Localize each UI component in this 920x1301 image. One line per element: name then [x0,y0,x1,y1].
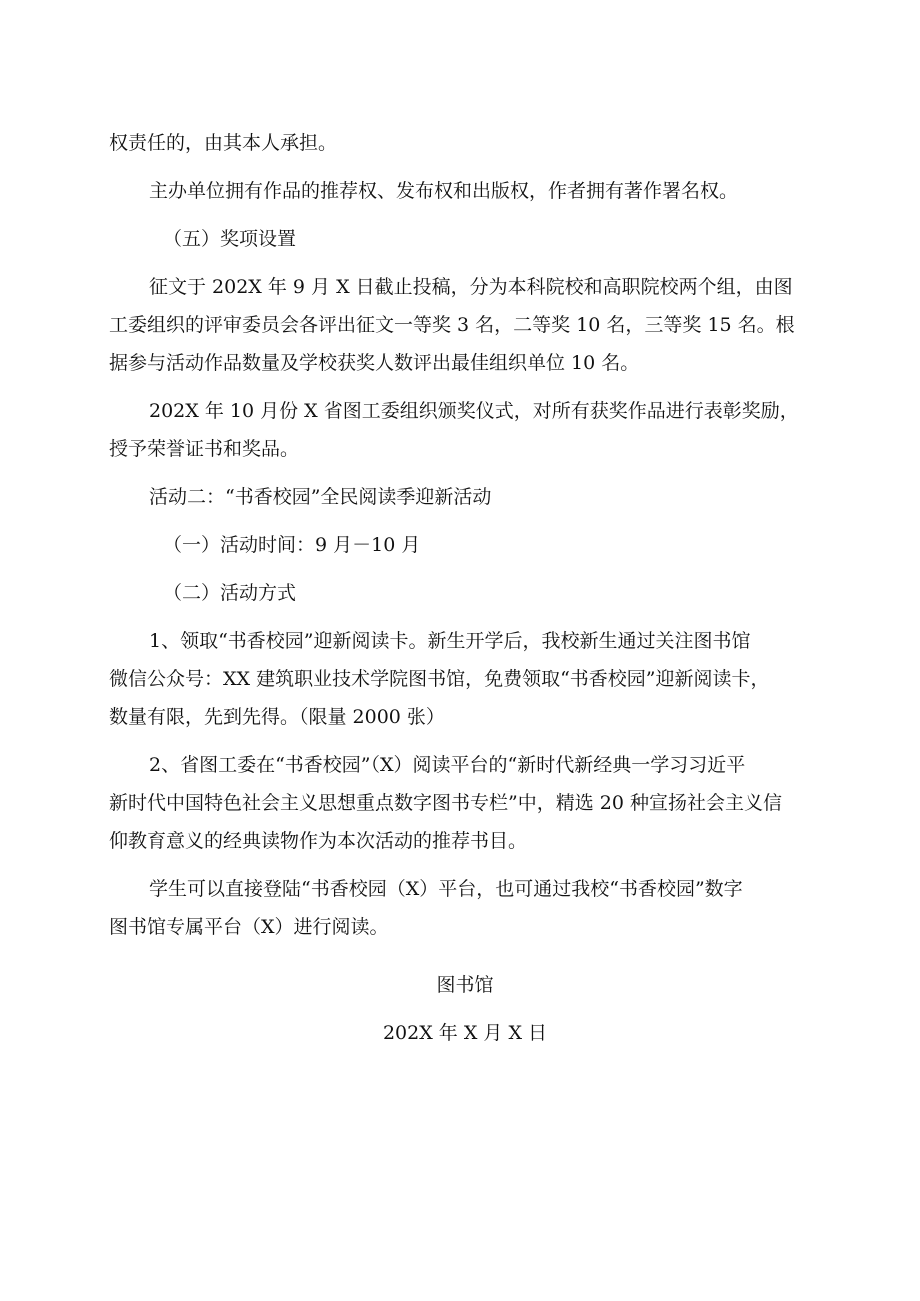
text-line: 仰教育意义的经典读物作为本次活动的推荐书目。 [109,830,528,852]
text-line: 授予荣誉证书和奖品。 [109,438,300,460]
text-line: 202X 年 X 月 X 日 [382,1022,548,1044]
text-line: 202X 年 10 月份 X 省图工委组织颁奖仪式，对所有获奖作品进行表彰奖励， [149,400,799,422]
signature-date [109,1014,821,1052]
text-line: 据参与活动作品数量及学校获奖人数评出最佳组织单位 10 名。 [109,352,640,374]
text-line: 主办单位拥有作品的推荐权、发布权和出版权，作者拥有著作署名权。 [149,180,739,202]
heading-activity-two [109,478,821,516]
text-line: （五）奖项设置 [163,228,297,250]
text-line: 图书馆 [436,974,494,996]
text-line: 新时代中国特色社会主义思想重点数字图书专栏”中，精选 20 种宣扬社会主义信 [109,792,782,814]
paragraph-copyright [109,172,821,210]
paragraph-ceremony [109,392,821,468]
text-line: 微信公众号：XX 建筑职业技术学院图书馆，免费领取“书香校园”迎新阅读卡， [109,668,770,690]
text-line: （一）活动时间：9 月－10 月 [163,534,421,556]
text-line: 工委组织的评审委员会各评出征文一等奖 3 名，二等奖 10 名，三等奖 15 名。根 [109,314,795,336]
paragraph-reading-card [109,622,821,736]
paragraph-award-details [109,268,821,382]
paragraph-reading-platforms [109,870,821,946]
text-line: 权责任的，由其本人承担。 [109,132,338,154]
text-line: 图书馆专属平台（X）进行阅读。 [109,916,389,938]
text-line: 学生可以直接登陆“书香校园（X）平台，也可通过我校“书香校园”数字 [149,878,743,900]
paragraph-rights-continuation [109,124,821,162]
text-line: 数量有限，先到先得。（限量 2000 张） [109,706,445,728]
section-heading-activity-time [109,526,821,564]
signature-org [109,966,821,1004]
section-heading-awards [109,220,821,258]
paragraph-recommended-books [109,746,821,860]
document-body [109,124,821,1062]
text-line: 征文于 202X 年 9 月 X 日截止投稿，分为本科院校和高职院校两个组，由图 [149,276,793,298]
text-line: 活动二：“书香校园”全民阅读季迎新活动 [149,486,492,508]
section-heading-activity-method [109,574,821,612]
text-line: 2、省图工委在“书香校园”（X）阅读平台的“新时代新经典一学习习近平 [149,754,746,776]
text-line: 1、领取“书香校园”迎新阅读卡。新生开学后，我校新生通过关注图书馆 [149,630,751,652]
text-line: （二）活动方式 [163,582,297,604]
